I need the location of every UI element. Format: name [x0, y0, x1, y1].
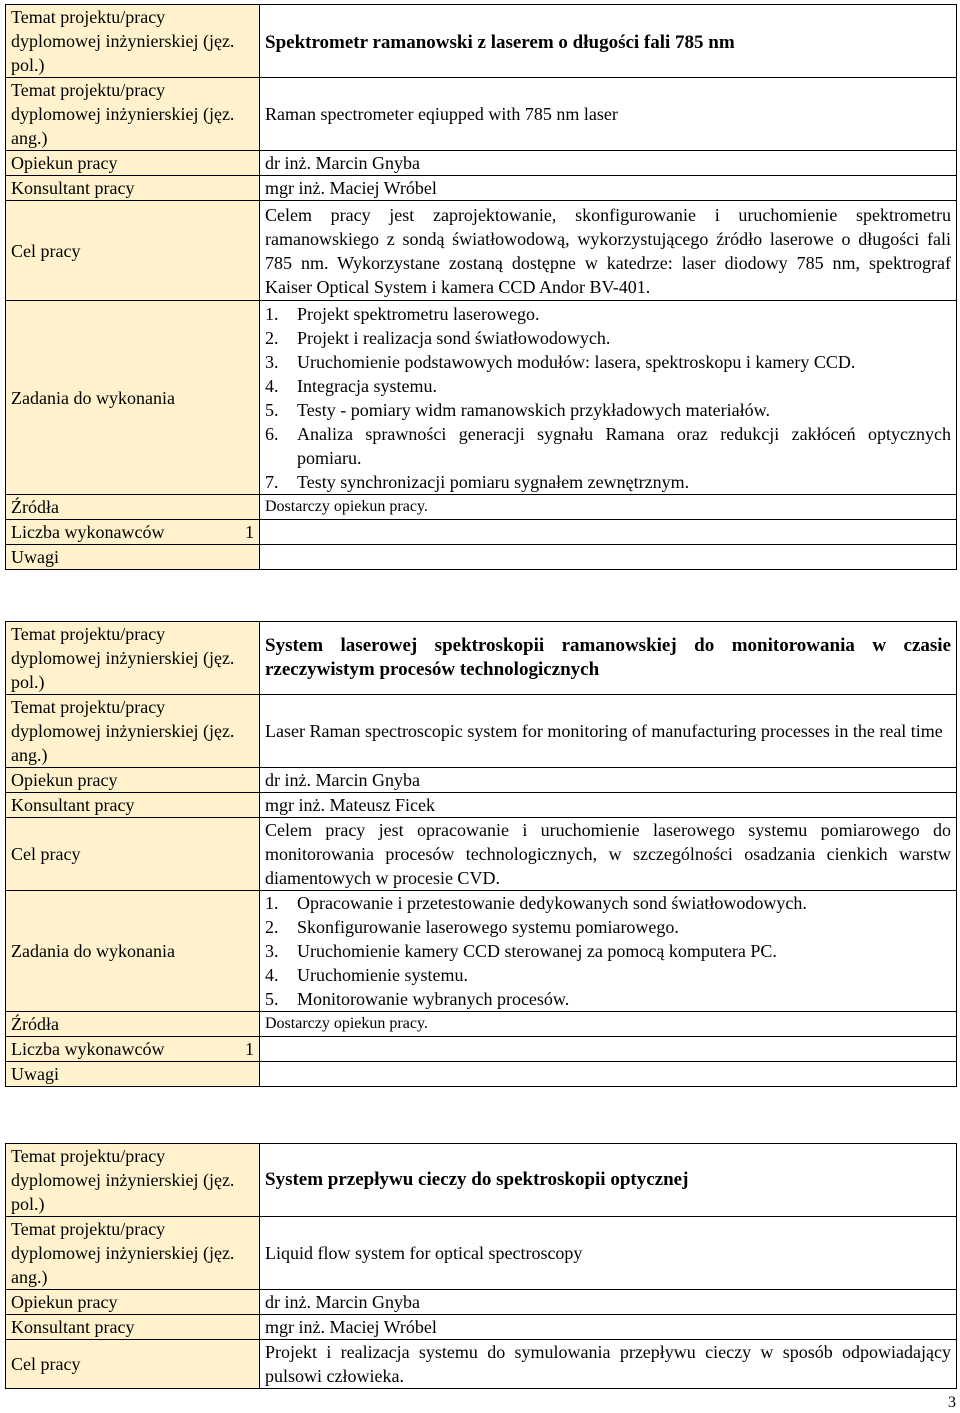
task-item: [265, 987, 951, 1011]
label-title-en: Temat projektu/pracy dyplomowej inżynierskiej (jęz. ang.): [6, 1217, 260, 1290]
label-count: Liczba wykonawców: [11, 1039, 165, 1059]
consultant: mgr inż. Maciej Wróbel: [260, 1315, 957, 1340]
label-goal: Cel pracy: [6, 201, 260, 301]
task-text: Integracja systemu.: [297, 375, 437, 396]
goal: Celem pracy jest opracowanie i uruchomienie laserowego systemu pomiarowego do monitorowania procesów technologicznych, w szczególności osadzania cienkich warstw diamentowych w procesie CVD.: [260, 818, 957, 891]
title-en: Laser Raman spectroscopic system for monitoring of manufacturing processes in the real time: [260, 695, 957, 768]
task-text: Uruchomienie kamery CCD sterowanej za pomocą komputera PC.: [297, 941, 777, 961]
label-sources: Źródła: [6, 1012, 260, 1037]
task-list: [265, 302, 951, 494]
tasks-cell: [260, 301, 957, 495]
task-text: Projekt spektrometru laserowego.: [297, 303, 540, 324]
label-title-en: Temat projektu/pracy dyplomowej inżynierskiej (jęz. ang.): [6, 695, 260, 768]
goal: Celem pracy jest zaprojektowanie, skonfigurowanie i uruchomienie spektrometru ramanowskiego z sondą światłowodową, wykorzystującego źródło laserowe o długości fali 785 nm. Wykorzystane zostaną dostępne w katedrze: laser diodowy 785 nm, spektrograf Kaiser Optical System i kamera CCD Andor BV-401.: [260, 201, 957, 301]
task-item: [265, 470, 951, 494]
task-list: [265, 891, 951, 1011]
project-table-3: [5, 1143, 957, 1389]
task-number: 2.: [265, 917, 279, 937]
task-item: [265, 374, 951, 398]
label-consultant: Konsultant pracy: [6, 793, 260, 818]
title-en: Liquid flow system for optical spectroscopy: [260, 1217, 957, 1290]
count-empty-cell: [260, 520, 957, 545]
label-tasks: Zadania do wykonania: [6, 301, 260, 495]
consultant: mgr inż. Mateusz Ficek: [260, 793, 957, 818]
performer-count: 1: [245, 1039, 254, 1059]
project-table-1: [5, 4, 957, 570]
task-number: 1.: [265, 893, 279, 913]
supervisor: dr inż. Marcin Gnyba: [260, 151, 957, 176]
task-text: Analiza sprawności generacji sygnału Ramana oraz redukcji zakłóceń optycznych pomiaru.: [297, 423, 951, 468]
label-goal: Cel pracy: [6, 1340, 260, 1389]
task-item: [265, 915, 951, 939]
task-number: 6.: [265, 423, 279, 444]
task-text: Skonfigurowanie laserowego systemu pomiarowego.: [297, 917, 679, 937]
notes: [260, 1062, 957, 1087]
task-number: 1.: [265, 303, 279, 324]
label-goal: Cel pracy: [6, 818, 260, 891]
task-number: 3.: [265, 351, 279, 372]
task-item: [265, 891, 951, 915]
title-en: Raman spectrometer eqiupped with 785 nm laser: [260, 78, 957, 151]
label-notes: Uwagi: [6, 1062, 260, 1087]
task-text: Uruchomienie systemu.: [297, 965, 468, 985]
task-number: 4.: [265, 375, 279, 396]
label-title-en: Temat projektu/pracy dyplomowej inżynierskiej (jęz. ang.): [6, 78, 260, 151]
page-number: 3: [948, 1394, 956, 1411]
goal: Projekt i realizacja systemu do symulowania przepływu cieczy w sposób odpowiadający pulsowi człowieka.: [260, 1340, 957, 1389]
task-text: Testy synchronizacji pomiaru sygnałem zewnętrznym.: [297, 471, 690, 492]
task-item: [265, 398, 951, 422]
task-text: Testy - pomiary widm ramanowskich przykładowych materiałów.: [297, 399, 770, 420]
task-item: [265, 302, 951, 326]
performer-count: 1: [245, 522, 254, 542]
notes: [260, 545, 957, 570]
tasks-cell: [260, 891, 957, 1012]
consultant: mgr inż. Maciej Wróbel: [260, 176, 957, 201]
project-table-2: [5, 621, 957, 1087]
label-title-pl: Temat projektu/pracy dyplomowej inżynierskiej (jęz. pol.): [6, 5, 260, 78]
task-text: Monitorowanie wybranych procesów.: [297, 989, 570, 1009]
task-number: 2.: [265, 327, 279, 348]
task-number: 7.: [265, 471, 279, 492]
label-notes: Uwagi: [6, 545, 260, 570]
label-supervisor: Opiekun pracy: [6, 151, 260, 176]
title-pl: System laserowej spektroskopii ramanowskiej do monitorowania w czasie rzeczywistym procesów technologicznych: [260, 622, 957, 695]
count-empty-cell: [260, 1037, 957, 1062]
label-supervisor: Opiekun pracy: [6, 1290, 260, 1315]
label-title-pl: Temat projektu/pracy dyplomowej inżynierskiej (jęz. pol.): [6, 622, 260, 695]
count-label-cell: [6, 1037, 260, 1062]
label-tasks: Zadania do wykonania: [6, 891, 260, 1012]
task-item: [265, 422, 951, 470]
task-number: 3.: [265, 941, 279, 961]
task-item: [265, 939, 951, 963]
label-title-pl: Temat projektu/pracy dyplomowej inżynierskiej (jęz. pol.): [6, 1144, 260, 1217]
task-text: Opracowanie i przetestowanie dedykowanych sond światłowodowych.: [297, 893, 807, 913]
count-label-cell: [6, 520, 260, 545]
task-number: 4.: [265, 965, 279, 985]
label-count: Liczba wykonawców: [11, 522, 165, 542]
task-number: 5.: [265, 989, 279, 1009]
task-text: Uruchomienie podstawowych modułów: lasera, spektroskopu i kamery CCD.: [297, 351, 856, 372]
task-number: 5.: [265, 399, 279, 420]
task-item: [265, 350, 951, 374]
task-text: Projekt i realizacja sond światłowodowych.: [297, 327, 611, 348]
label-supervisor: Opiekun pracy: [6, 768, 260, 793]
title-pl: Spektrometr ramanowski z laserem o długości fali 785 nm: [260, 5, 957, 78]
supervisor: dr inż. Marcin Gnyba: [260, 768, 957, 793]
task-item: [265, 963, 951, 987]
label-sources: Źródła: [6, 495, 260, 520]
sources: Dostarczy opiekun pracy.: [260, 1012, 957, 1037]
supervisor: dr inż. Marcin Gnyba: [260, 1290, 957, 1315]
sources: Dostarczy opiekun pracy.: [260, 495, 957, 520]
label-consultant: Konsultant pracy: [6, 1315, 260, 1340]
title-pl: System przepływu cieczy do spektroskopii optycznej: [260, 1144, 957, 1217]
task-item: [265, 326, 951, 350]
label-consultant: Konsultant pracy: [6, 176, 260, 201]
